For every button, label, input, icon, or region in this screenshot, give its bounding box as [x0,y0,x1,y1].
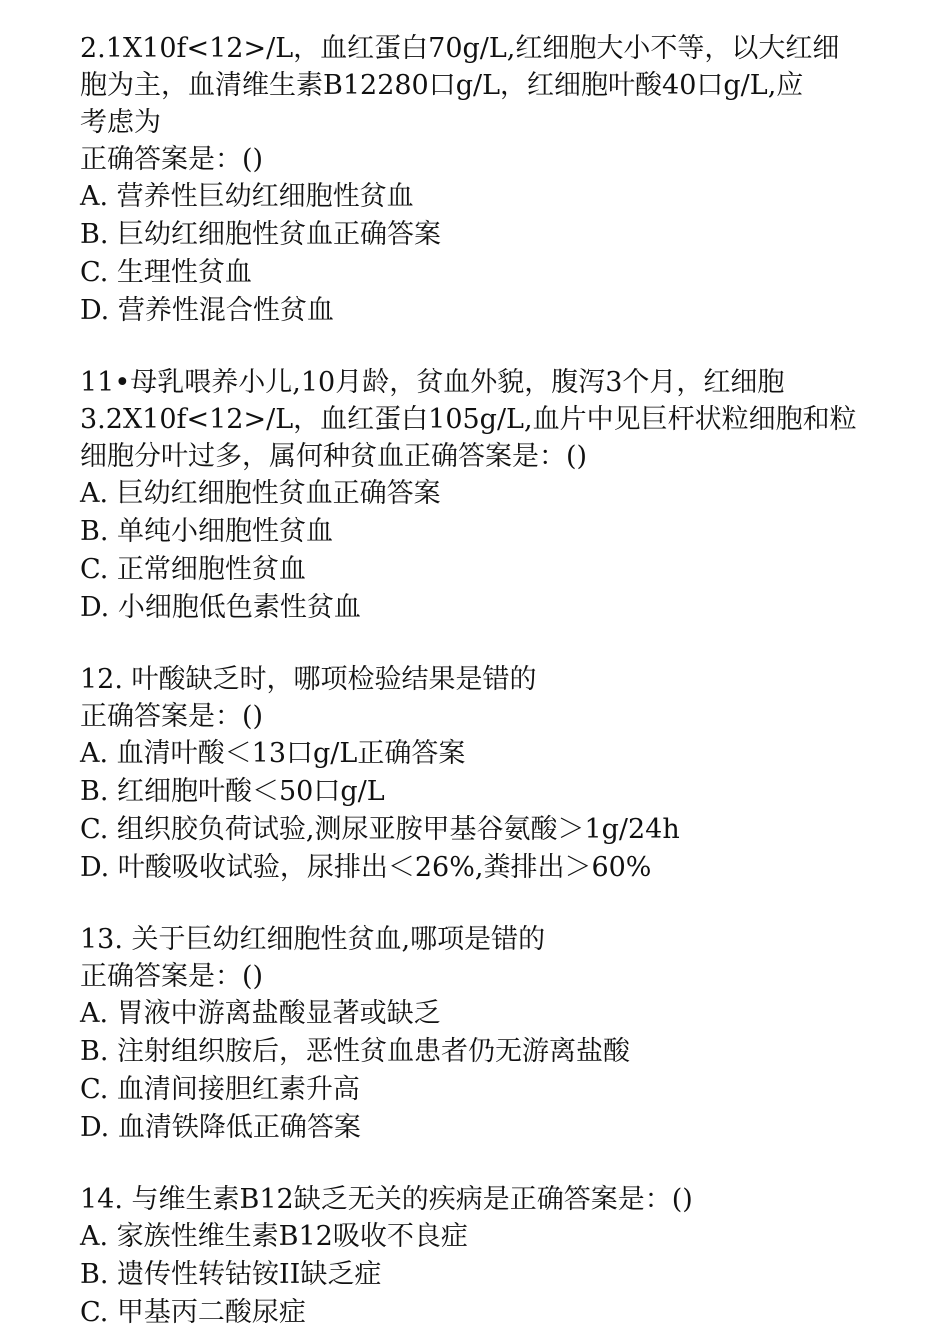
option-a: A. 家族性维生素B12吸收不良症 [80,1221,468,1252]
option-c: C. 甲基丙二酸尿症 [80,1297,306,1328]
option-d: D. 血清铁降低正确答案 [80,1112,361,1143]
spacer [80,887,920,921]
option-d: D. 叶酸吸收试验，尿排出＜26%,粪排出＞60% [80,852,652,883]
option-a: A. 血清叶酸＜13口g/L正确答案 [80,738,466,769]
option-b: B. 巨幼红细胞性贫血正确答案 [80,219,442,250]
question-block [80,30,920,330]
question-stem-line: 14. 与维生素B12缺乏无关的疾病是正确答案是：() [80,1184,693,1215]
question-stem-line: 考虑为 [80,107,161,138]
question-block [80,921,920,1147]
question-stem-line: 3.2X10f<12>/L，血红蛋白105g/L,血片中见巨杆状粒细胞和粒 [80,404,857,435]
spacer [80,627,920,661]
question-stem-line: 11•母乳喂养小儿,10月龄，贫血外貌，腹泻3个月，红细胞 [80,367,785,398]
question-stem-line: 细胞分叶过多，属何种贫血正确答案是：() [80,441,588,472]
question-stem-line: 胞为主，血清维生素B12280口g/L，红细胞叶酸40口g/L,应 [80,70,804,101]
option-a: A. 巨幼红细胞性贫血正确答案 [80,478,441,509]
question-stem-line: 13. 关于巨幼红细胞性贫血,哪项是错的 [80,924,546,955]
option-c: C. 组织胶负荷试验,测尿亚胺甲基谷氨酸＞1g/24h [80,814,680,845]
question-block [80,364,920,627]
question-stem-line: 12. 叶酸缺乏时，哪项检验结果是错的 [80,664,537,695]
answer-prompt: 正确答案是：() [80,701,264,732]
option-c: C. 血清间接胆红素升高 [80,1074,360,1105]
answer-prompt: 正确答案是：() [80,144,264,175]
option-d: D. 小细胞低色素性贫血 [80,592,361,623]
spacer [80,330,920,364]
spacer [80,1147,920,1181]
option-b: B. 单纯小细胞性贫血 [80,516,334,547]
question-block [80,1181,920,1332]
option-a: A. 胃液中游离盐酸显著或缺乏 [80,998,441,1029]
document-page [80,30,920,1332]
option-b: B. 遗传性转钴铵II缺乏症 [80,1259,382,1290]
option-c: C. 生理性贫血 [80,257,252,288]
question-stem-line: 2.1X10f<12>/L，血红蛋白70g/L,红细胞大小不等，以大红细 [80,33,840,64]
option-c: C. 正常细胞性贫血 [80,554,306,585]
option-d: D. 营养性混合性贫血 [80,295,334,326]
question-block [80,661,920,887]
answer-prompt: 正确答案是：() [80,961,264,992]
option-a: A. 营养性巨幼红细胞性贫血 [80,181,414,212]
option-b: B. 红细胞叶酸＜50口g/L [80,776,385,807]
option-b: B. 注射组织胺后，恶性贫血患者仍无游离盐酸 [80,1036,631,1067]
